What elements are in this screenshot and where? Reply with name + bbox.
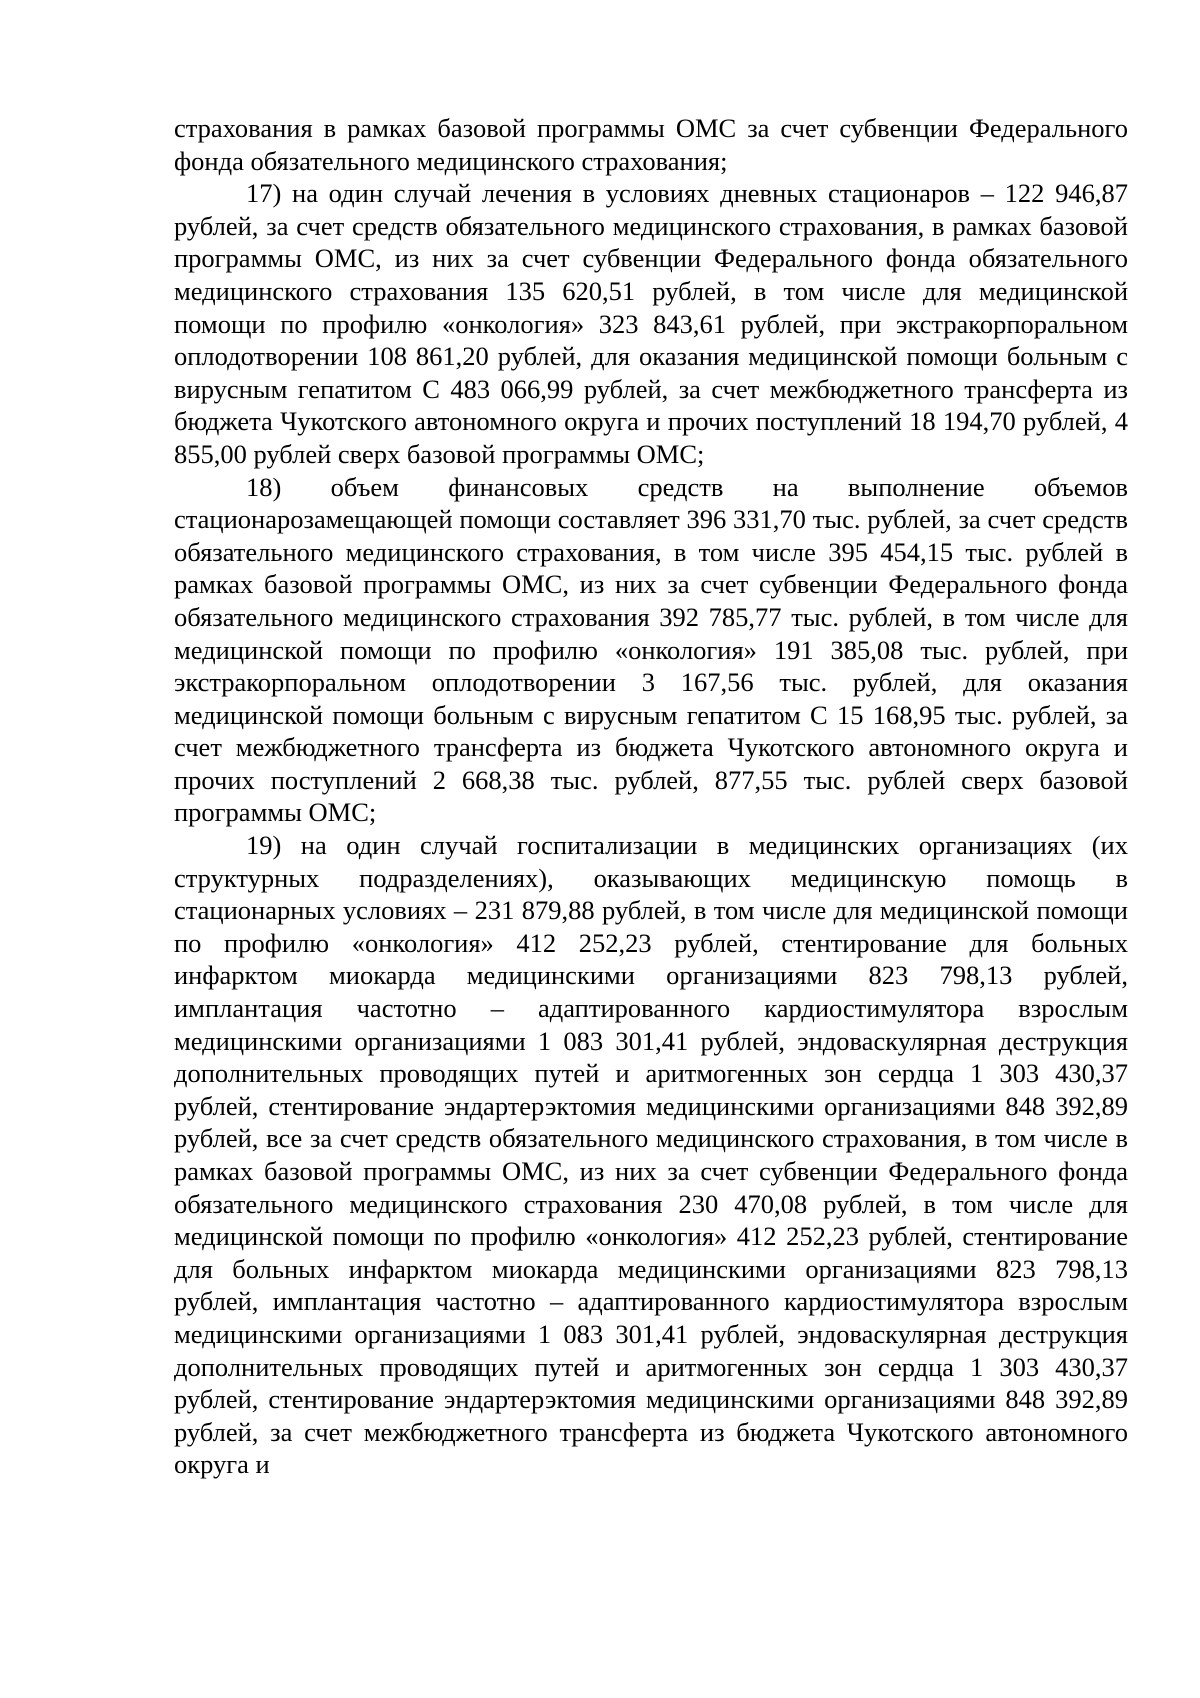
paragraph-item-19: 19) на один случай госпитализации в медицинских организациях (их структурных подразделениях), оказывающих медицинскую помощь в стационарных условиях – 231 879,88 рублей, в том числе для медицинской помощи по профилю «онкология» 412 252,23 рублей, стентирование для больных инфарктом миокарда медицинскими организациями 823 798,13 рублей, имплантация частотно – адаптированного кардиостимулятора взрослым медицинскими организациями 1 083 301,41 рублей, эндоваскулярная деструкция дополнительных проводящих путей и аритмогенных зон сердца 1 303 430,37 рублей, стентирование эндартерэктомия медицинскими организациями 848 392,89 рублей, все за счет средств обязательного медицинского страхования, в том числе в рамках базовой программы ОМС, из них за счет субвенции Федерального фонда обязательного медицинского страхования 230 470,08 рублей, в том числе для медицинской помощи по профилю «онкология» 412 252,23 рублей, стентирование для больных инфарктом миокарда медицинскими организациями 823 798,13 рублей, имплантация частотно – адаптированного кардиостимулятора взрослым медицинскими организациями 1 083 301,41 рублей, эндоваскулярная деструкция дополнительных проводящих путей и аритмогенных зон сердца 1 303 430,37 рублей, стентирование эндартерэктомия медицинскими организациями 848 392,89 рублей, за счет межбюджетного трансферта из бюджета Чукотского автономного округа и [174, 830, 1128, 1480]
paragraph-continuation: страхования в рамках базовой программы ОМС за счет субвенции Федерального фонда обязательного медицинского страхования; [174, 113, 1128, 176]
paragraph-item-17: 17) на один случай лечения в условиях дневных стационаров – 122 946,87 рублей, за счет средств обязательного медицинского страхования, в рамках базовой программы ОМС, из них за счет субвенции Федерального фонда обязательного медицинского страхования 135 620,51 рублей, в том числе для медицинской помощи по профилю «онкология» 323 843,61 рублей, при экстракорпоральном оплодотворении 108 861,20 рублей, для оказания медицинской помощи больным с вирусным гепатитом С 483 066,99 рублей, за счет межбюджетного трансферта из бюджета Чукотского автономного округа и прочих поступлений 18 194,70 рублей, 4 855,00 рублей сверх базовой программы ОМС; [174, 178, 1128, 469]
document-page [174, 112, 1128, 1481]
paragraph-item-18: 18) объем финансовых средств на выполнение объемов стационарозамещающей помощи составляет 396 331,70 тыс. рублей, за счет средств обязательного медицинского страхования, в том числе 395 454,15 тыс. рублей в рамках базовой программы ОМС, из них за счет субвенции Федерального фонда обязательного медицинского страхования 392 785,77 тыс. рублей, в том числе для медицинской помощи по профилю «онкология» 191 385,08 тыс. рублей, при экстракорпоральном оплодотворении 3 167,56 тыс. рублей, для оказания медицинской помощи больным с вирусным гепатитом С 15 168,95 тыс. рублей, за счет межбюджетного трансферта из бюджета Чукотского автономного округа и прочих поступлений 2 668,38 тыс. рублей, 877,55 тыс. рублей сверх базовой программы ОМС; [174, 471, 1128, 828]
